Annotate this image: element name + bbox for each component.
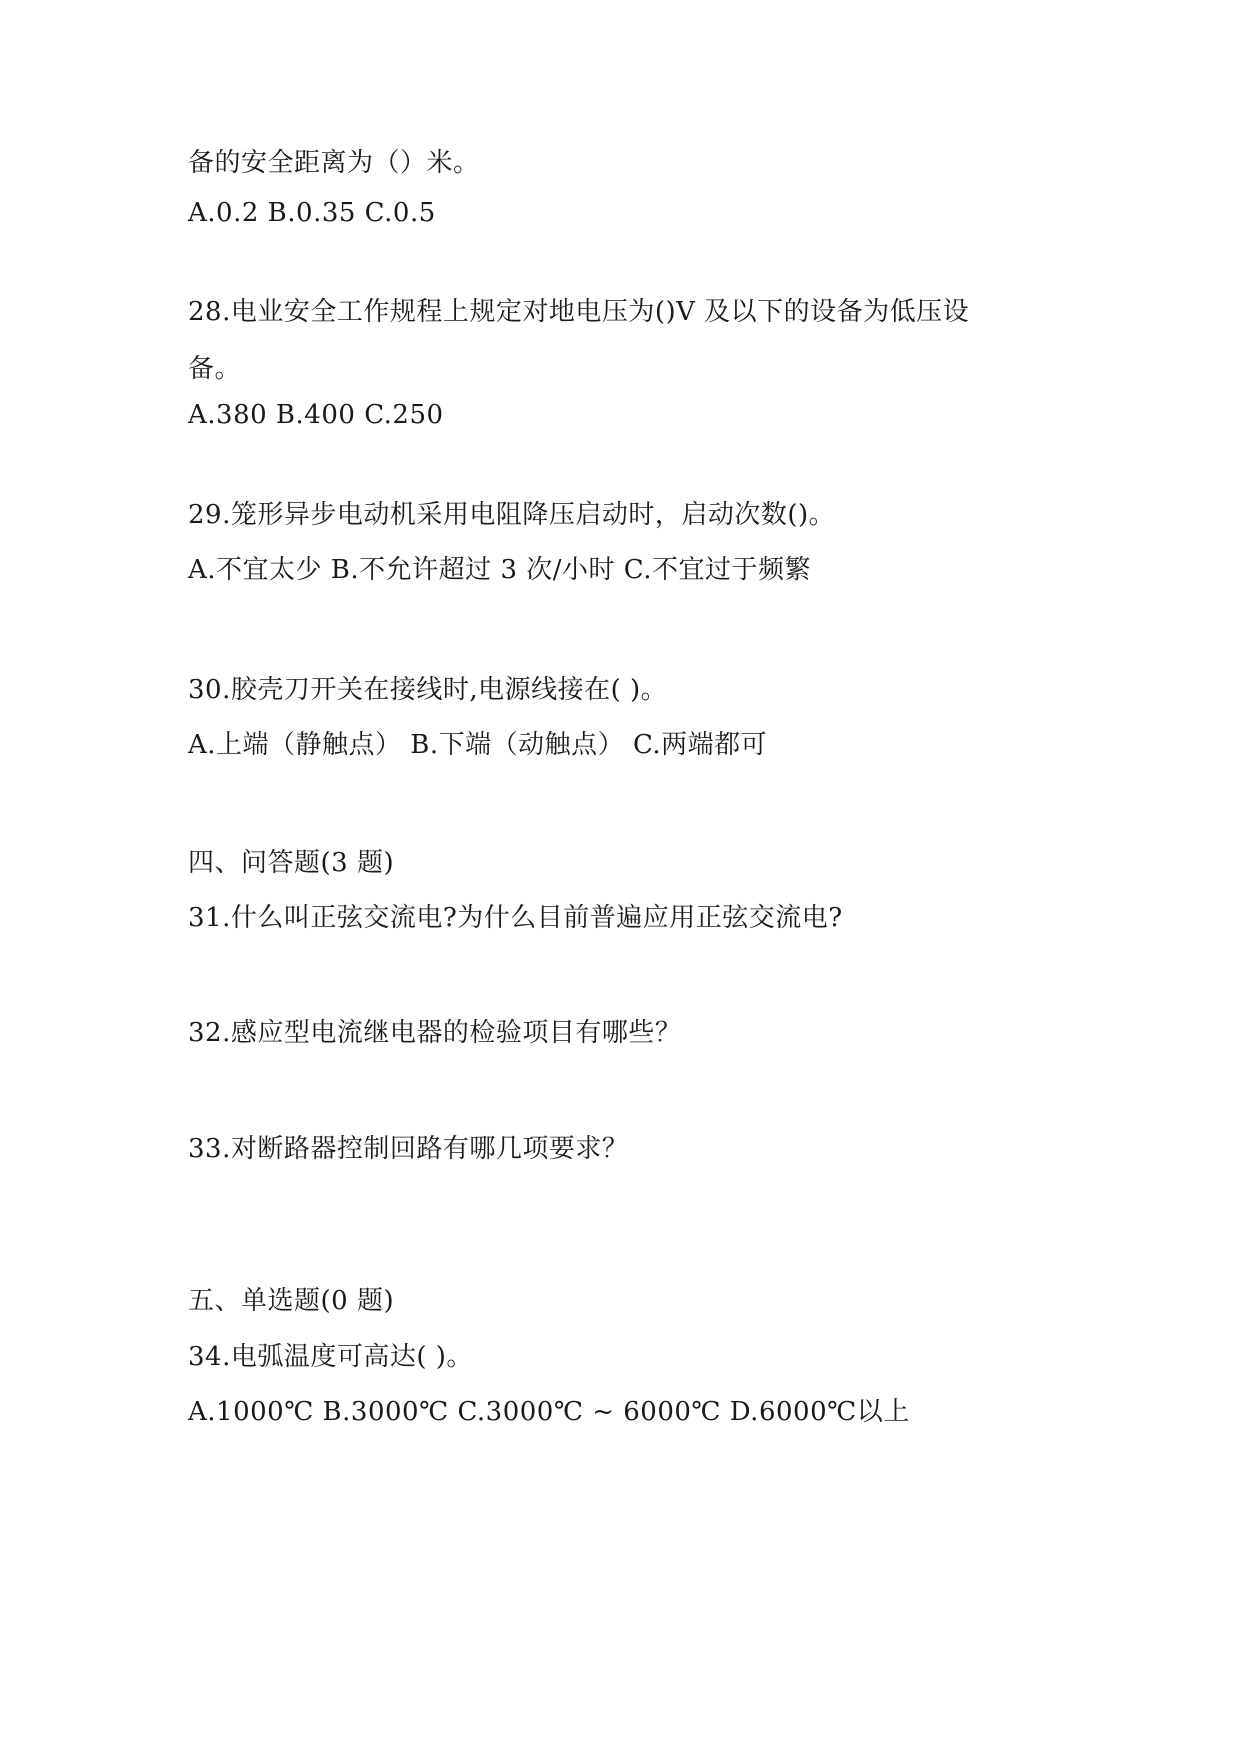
question-32-stem: 32.感应型电流继电器的检验项目有哪些？	[188, 1018, 682, 1048]
question-34-options: A.1000℃ B.3000℃ C.3000℃ ~ 6000℃ D.6000℃以上	[188, 1397, 910, 1427]
question-28-options: A.380 B.400 C.250	[188, 400, 444, 430]
section-4-heading: 四、问答题(3 题)	[188, 848, 395, 878]
question-29-stem: 29.笼形异步电动机采用电阻降压启动时，启动次数()。	[188, 500, 836, 530]
question-34-stem: 34.电弧温度可高达( )。	[188, 1342, 473, 1372]
question-28-stem-line-1: 28.电业安全工作规程上规定对地电压为()V 及以下的设备为低压设	[188, 297, 970, 327]
question-31-stem: 31.什么叫正弦交流电?为什么目前普遍应用正弦交流电?	[188, 903, 843, 933]
question-29-options: A.不宜太少 B.不允许超过 3 次/小时 C.不宜过于频繁	[188, 555, 812, 585]
question-30-options: A.上端（静触点） B.下端（动触点） C.两端都可	[188, 730, 768, 760]
question-27-stem-continued: 备的安全距离为（）米。	[188, 148, 480, 178]
question-33-stem: 33.对断路器控制回路有哪几项要求？	[188, 1134, 629, 1164]
section-5-heading: 五、单选题(0 题)	[188, 1286, 395, 1316]
question-27-options: A.0.2 B.0.35 C.0.5	[188, 198, 436, 228]
question-30-stem: 30.胶壳刀开关在接线时,电源线接在( )。	[188, 675, 668, 705]
question-28-stem-line-2: 备。	[188, 354, 242, 384]
